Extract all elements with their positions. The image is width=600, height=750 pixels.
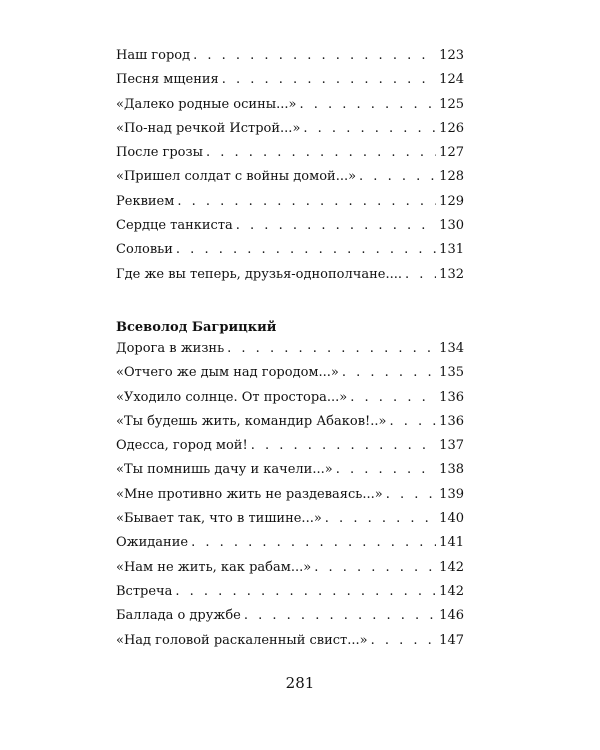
toc-entry-page: 125 (439, 96, 464, 112)
toc-entry-title: Песня мщения (116, 72, 219, 88)
toc-entry-page: 127 (439, 145, 464, 161)
toc-entry-title: «Пришел солдат с войны домой...» (116, 169, 357, 185)
toc-entry-title: «Нам не жить, как рабам...» (116, 559, 312, 575)
dot-leader (193, 48, 436, 63)
toc-entry-title: «Бывает так, что в тишине...» (116, 511, 322, 527)
toc-entry-page: 137 (439, 438, 464, 454)
toc-entry (116, 72, 464, 96)
toc-entry-title: Баллада о дружбе (116, 608, 241, 624)
toc-entry-title: «По-над речкой Истрой...» (116, 120, 301, 136)
toc-entry-page: 131 (439, 242, 464, 258)
toc-entry-title: «Над головой раскаленный свист...» (116, 632, 368, 648)
toc-section-2 (116, 315, 464, 657)
dot-leader (314, 560, 436, 575)
author-heading: Всеволод Багрицкий (116, 319, 277, 335)
toc-entry-page: 147 (439, 632, 464, 648)
toc-entry-title: Дорога в жизнь (116, 340, 225, 356)
toc-entry (116, 584, 464, 608)
dot-leader (227, 341, 436, 356)
toc-section-1 (116, 48, 464, 291)
dot-leader (206, 145, 436, 160)
toc-entry-page: 134 (439, 340, 464, 356)
dot-leader (175, 584, 436, 599)
dot-leader (191, 535, 436, 550)
toc-entry (116, 48, 464, 72)
toc-entry-title: Соловьи (116, 242, 173, 258)
toc-entry (116, 145, 464, 169)
toc-entry (116, 414, 464, 438)
toc-entry (116, 608, 464, 632)
dot-leader (244, 608, 436, 623)
toc-entry-page: 135 (439, 365, 464, 381)
dot-leader (176, 242, 436, 257)
toc-entry-title: «Ты помнишь дачу и качели...» (116, 462, 333, 478)
toc-entry (116, 511, 464, 535)
toc-entry-page: 146 (439, 608, 464, 624)
page-number: 281 (285, 674, 315, 692)
toc-entry (116, 487, 464, 511)
dot-leader (303, 121, 436, 136)
toc-entry (116, 560, 464, 584)
toc-entry-page: 130 (439, 218, 464, 234)
dot-leader (222, 72, 436, 87)
toc-entry (116, 633, 464, 657)
toc-entry (116, 341, 464, 365)
toc-entry (116, 121, 464, 145)
toc-entry-page: 123 (439, 48, 464, 63)
toc-entry-title: «Уходило солнце. От простора...» (116, 389, 348, 405)
toc-entry (116, 390, 464, 414)
toc-entry-title: Встреча (116, 583, 173, 599)
toc-entry-page: 132 (439, 266, 464, 282)
dot-leader (386, 487, 436, 502)
toc-entry-page: 126 (439, 120, 464, 136)
toc-entry-title: Сердце танкиста (116, 218, 233, 234)
toc-entry-page: 129 (439, 193, 464, 209)
dot-leader (371, 633, 437, 648)
toc-entry-title: «Ты будешь жить, командир Абаков!..» (116, 413, 387, 429)
dot-leader (336, 462, 436, 477)
toc-entry-page: 140 (439, 511, 464, 527)
dot-leader (325, 511, 436, 526)
toc-entry (116, 267, 464, 291)
toc-entry (116, 97, 464, 121)
dot-leader (177, 194, 436, 209)
toc-entry-page: 136 (439, 389, 464, 405)
toc-entry-title: «Мне противно жить не раздеваясь...» (116, 486, 383, 502)
dot-leader (342, 365, 436, 380)
toc-entry (116, 462, 464, 486)
toc-entry (116, 218, 464, 242)
toc-entry-page: 136 (439, 413, 464, 429)
toc-entry-page: 128 (439, 169, 464, 185)
toc-entry-page: 141 (439, 535, 464, 551)
toc-entry-title: «Далеко родные осины...» (116, 96, 297, 112)
toc-entry-title: Наш город (116, 48, 191, 63)
dot-leader (350, 390, 436, 405)
toc-entry-title: Реквием (116, 193, 175, 209)
toc-entry (116, 169, 464, 193)
toc-entry-title: «Отчего же дым над городом...» (116, 365, 339, 381)
toc-entry-title: Ожидание (116, 535, 189, 551)
toc-entry-page: 124 (439, 72, 464, 88)
toc-entry-title: Где же вы теперь, друзья-однополчане.... (116, 266, 402, 282)
dot-leader (251, 438, 436, 453)
toc-entry-page: 142 (439, 559, 464, 575)
dot-leader (299, 97, 436, 112)
toc-entry (116, 365, 464, 389)
toc-entry-page: 138 (439, 462, 464, 478)
toc-entry-title: Одесса, город мой! (116, 438, 248, 454)
toc-entry (116, 242, 464, 266)
dot-leader (236, 218, 436, 233)
toc-entry (116, 535, 464, 559)
table-of-contents (116, 48, 464, 657)
toc-entry (116, 194, 464, 218)
toc-entry-title: После грозы (116, 145, 203, 161)
dot-leader (405, 267, 436, 282)
dot-leader (389, 414, 436, 429)
toc-entry (116, 438, 464, 462)
toc-entry-page: 142 (439, 583, 464, 599)
dot-leader (359, 169, 436, 184)
section-spacer (116, 291, 464, 315)
toc-entry-page: 139 (439, 486, 464, 502)
